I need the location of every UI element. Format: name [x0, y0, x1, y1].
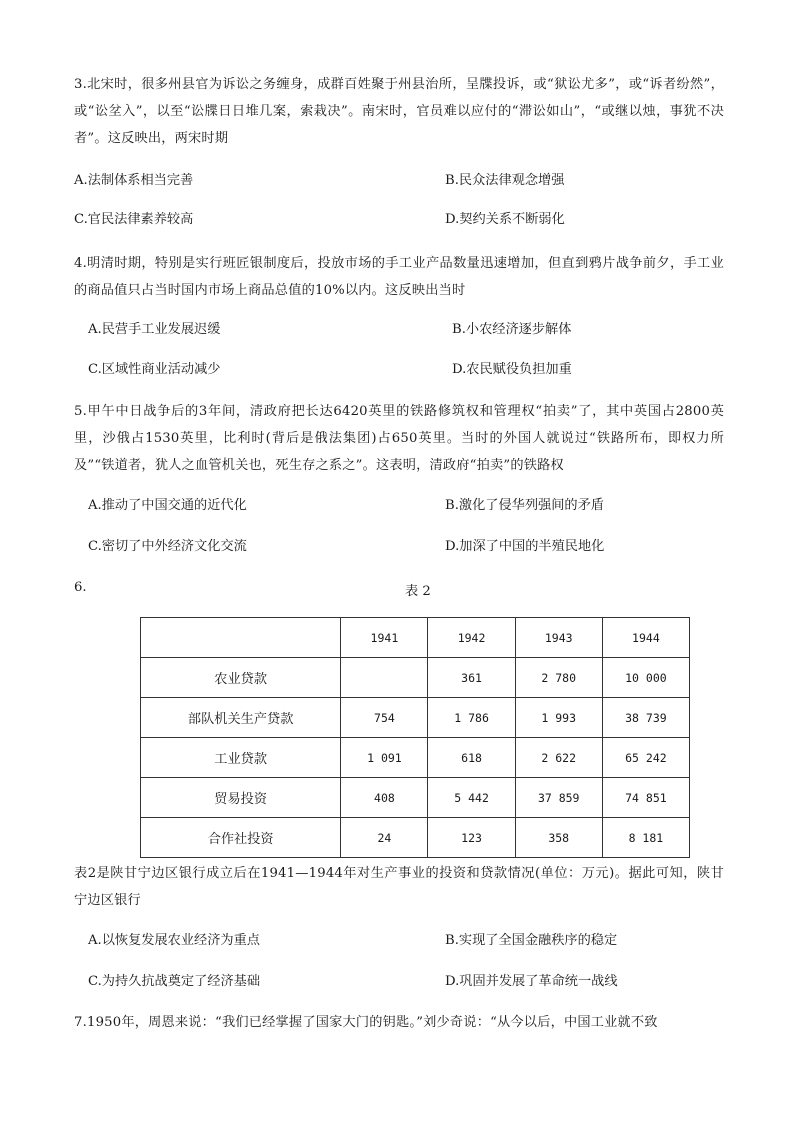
question-5-option-a: A.推动了中国交通的近代化	[88, 498, 247, 513]
loan-investment-table	[140, 617, 690, 858]
table-cell: 123	[428, 818, 515, 858]
table-row	[141, 658, 690, 698]
question-3-option-c: C.官民法律素养较高	[74, 212, 194, 227]
question-3-option-a: A.法制体系相当完善	[74, 173, 194, 188]
table-cell: 74 851	[602, 778, 689, 818]
table-row	[141, 698, 690, 738]
table-cell: 2 780	[515, 658, 602, 698]
question-5-option-b: B.激化了侵华列强间的矛盾	[445, 498, 604, 513]
table-cell: 65 242	[602, 738, 689, 778]
question-4-option-c: C.区域性商业活动减少	[88, 362, 221, 377]
question-3-option-d: D.契约关系不断弱化	[445, 212, 565, 227]
table-cell: 1 993	[515, 698, 602, 738]
question-5-option-d: D.加深了中国的半殖民地化	[445, 539, 605, 554]
table-header-row	[141, 618, 690, 658]
question-3-option-b: B.民众法律观念增强	[445, 173, 565, 188]
year-header-1942: 1942	[428, 618, 515, 658]
question-4-stem: 4.明清时期，特别是实行班匠银制度后，投放市场的手工业产品数量迅速增加，但直到鸦片战争前夕，手工业的商品值只占当时国内市场上商品总值的10%以内。这反映出当时	[74, 256, 724, 298]
question-6-option-b: B.实现了全国金融秩序的稳定	[445, 933, 618, 948]
table-row	[141, 818, 690, 858]
table-cell: 10 000	[602, 658, 689, 698]
table-cell: 408	[341, 778, 428, 818]
row-label: 农业贷款	[141, 658, 341, 698]
row-label: 贸易投资	[141, 778, 341, 818]
year-header-1943: 1943	[515, 618, 602, 658]
table-cell: 24	[341, 818, 428, 858]
table-row	[141, 738, 690, 778]
question-3-stem: 3.北宋时，很多州县官为诉讼之务缠身，成群百姓聚于州县治所，呈牒投诉，或“狱讼尤多”，或“诉者纷然”，或“讼坌入”，以至“讼牒日日堆几案，索栽决”。南宋时，官员难以应付的“滞讼如山”，“或继以烛，事犹不决者”。这反映出，两宋时期	[74, 77, 724, 146]
table-cell: 1 091	[341, 738, 428, 778]
question-4-option-b: B.小农经济逐步解体	[452, 322, 572, 337]
table-cell: 8 181	[602, 818, 689, 858]
question-4-option-a: A.民营手工业发展迟缓	[88, 322, 221, 337]
table-row	[141, 778, 690, 818]
question-5-option-c: C.密切了中外经济文化交流	[88, 539, 247, 554]
table-cell: 618	[428, 738, 515, 778]
question-7-stem: 7.1950年，周恩来说：“我们已经掌握了国家大门的钥匙。”刘少奇说：“从今以后，中国工业就不致	[74, 1015, 658, 1030]
table-cell: 1 786	[428, 698, 515, 738]
question-6-option-a: A.以恢复发展农业经济为重点	[88, 933, 260, 948]
table-cell: 754	[341, 698, 428, 738]
question-5-stem: 5.甲午中日战争后的3年间，清政府把长达6420英里的铁路修筑权和管理权“拍卖”了，其中英国占2800英里，沙俄占1530英里，比利时(背后是俄法集团)占650英里。当时的外国人就说过“铁路所布，即权力所及”“铁道者，犹人之血管机关也，死生存之系之”。这表明，清政府“拍卖”的铁路权	[74, 404, 724, 473]
year-header-1944: 1944	[602, 618, 689, 658]
table-cell: 37 859	[515, 778, 602, 818]
table-cell: 361	[428, 658, 515, 698]
question-6-stem: 表2是陕甘宁边区银行成立后在1941—1944年对生产事业的投资和贷款情况(单位：万元)。据此可知，陕甘宁边区银行	[74, 866, 724, 908]
row-label: 合作社投资	[141, 818, 341, 858]
question-6-option-c: C.为持久抗战奠定了经济基础	[88, 974, 261, 989]
question-6-option-d: D.巩固并发展了革命统一战线	[445, 974, 618, 989]
table-corner-cell	[141, 618, 341, 658]
row-label: 部队机关生产贷款	[141, 698, 341, 738]
table-cell: 5 442	[428, 778, 515, 818]
table-caption: 表 2	[405, 584, 431, 599]
table-cell: 38 739	[602, 698, 689, 738]
table-cell: 2 622	[515, 738, 602, 778]
table-cell: 358	[515, 818, 602, 858]
row-label: 工业贷款	[141, 738, 341, 778]
year-header-1941: 1941	[341, 618, 428, 658]
question-6-number: 6.	[74, 580, 87, 595]
question-4-option-d: D.农民赋役负担加重	[452, 362, 572, 377]
table-cell	[341, 658, 428, 698]
